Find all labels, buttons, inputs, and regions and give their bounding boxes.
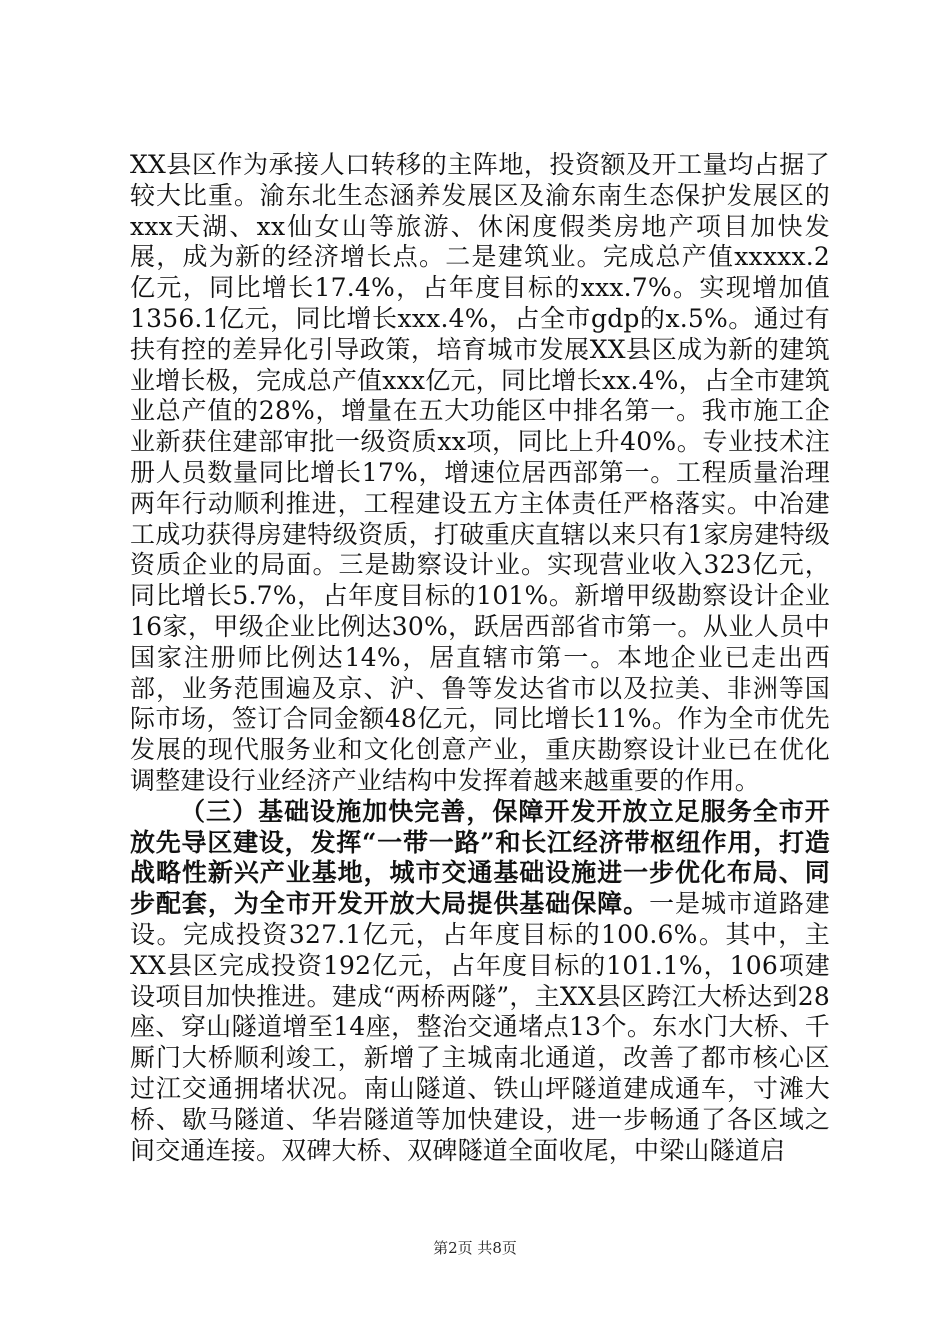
- paragraph-infrastructure: [130, 797, 830, 1167]
- page-number-footer: 第2页 共8页: [433, 1239, 517, 1257]
- section-heading-infrastructure: （三）基础设施加快完善，保障开发开放立足服务全市开放先导区建设，发挥“一带一路”和长江经济带枢纽作用，打造战略性新兴产业基地，城市交通基础设施进一步优化布局、同步配套，为全市开发开放大局提供基础保障。: [130, 796, 830, 919]
- document-body: [130, 150, 830, 1166]
- paragraph-infrastructure-body: 一是城市道路建设。完成投资327.1亿元，占年度目标的100.6%。其中，主XX县区完成投资192亿元，占年度目标的101.1%，106项建设项目加快推进。建成“两桥两隧”，主XX县区跨江大桥达到28座、穿山隧道增至14座，整治交通堵点13个。东水门大桥、千厮门大桥顺利竣工，新增了主城南北通道，改善了都市核心区过江交通拥堵状况。南山隧道、铁山坪隧道建成通车，寸滩大桥、歇马隧道、华岩隧道等加快建设，进一步畅通了各区域之间交通连接。双碑大桥、双碑隧道全面收尾，中梁山隧道启: [130, 889, 830, 1165]
- paragraph-construction-industry: XX县区作为承接人口转移的主阵地，投资额及开工量均占据了较大比重。渝东北生态涵养发展区及渝东南生态保护发展区的xxx天湖、xx仙女山等旅游、休闲度假类房地产项目加快发展，成为新的经济增长点。二是建筑业。完成总产值xxxxx.2亿元，同比增长17.4%，占年度目标的xxx.7%。实现增加值1356.1亿元，同比增长xxx.4%，占全市gdp的x.5%。通过有扶有控的差异化引导政策，培育城市发展XX县区成为新的建筑业增长极，完成总产值xxx亿元，同比增长xx.4%，占全市建筑业总产值的28%，增量在五大功能区中排名第一。我市施工企业新获住建部审批一级资质xx项，同比上升40%。专业技术注册人员数量同比增长17%，增速位居西部第一。工程质量治理两年行动顺利推进，工程建设五方主体责任严格落实。中冶建工成功获得房建特级资质，打破重庆直辖以来只有1家房建特级资质企业的局面。三是勘察设计业。实现营业收入323亿元，同比增长5.7%，占年度目标的101%。新增甲级勘察设计企业16家，甲级企业比例达30%，跃居西部省市第一。从业人员中国家注册师比例达14%，居直辖市第一。本地企业已走出西部，业务范围遍及京、沪、鲁等发达省市以及拉美、非洲等国际市场，签订合同金额48亿元，同比增长11%。作为全市优先发展的现代服务业和文化创意产业，重庆勘察设计业已在优化调整建设行业经济产业结构中发挥着越来越重要的作用。: [130, 150, 830, 795]
